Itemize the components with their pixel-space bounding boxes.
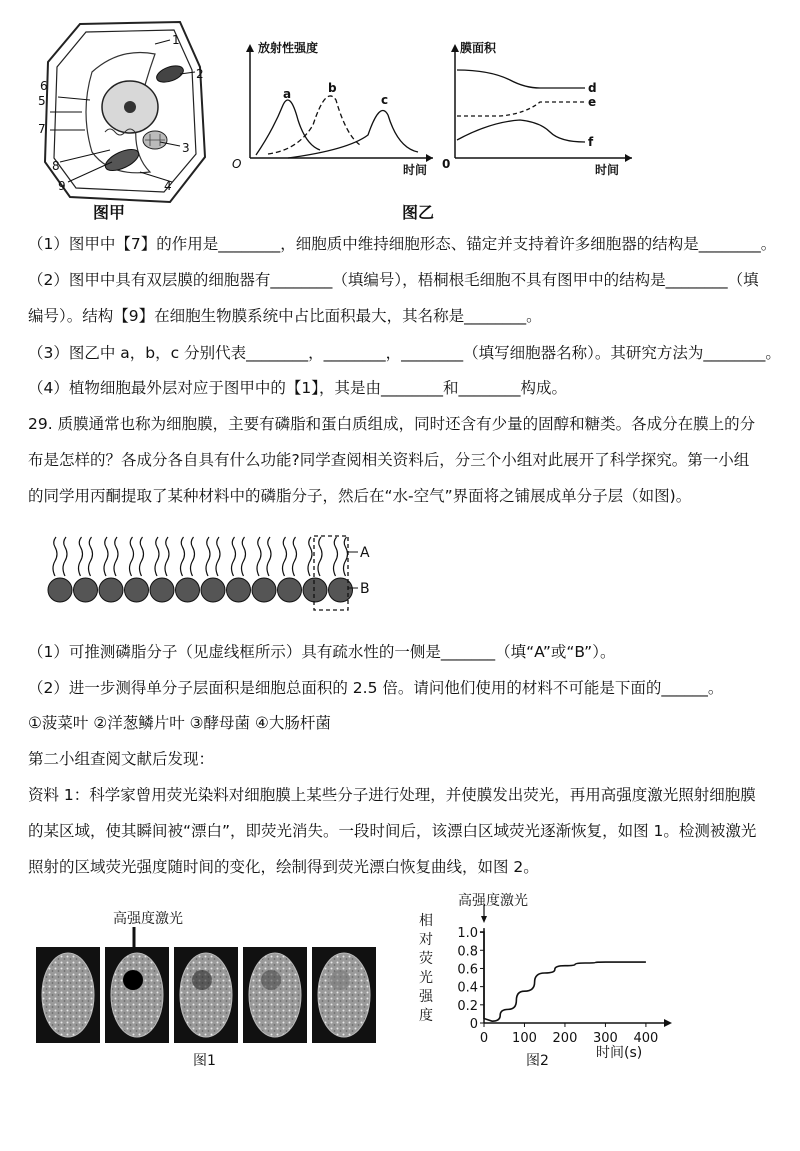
x-tick-label: 100	[512, 1031, 537, 1046]
frap-frame	[174, 947, 238, 1043]
label-7: 7	[38, 122, 46, 136]
y-tick-label: 0.8	[457, 944, 478, 960]
options-list: ①菠菜叶 ②洋葱鳞片叶 ③酵母菌 ④大肠杆菌	[28, 714, 331, 732]
phospholipid-molecule	[150, 537, 174, 602]
curve-label-f: f	[588, 135, 594, 149]
question-2-line-1: （2）图甲中具有双层膜的细胞器有________（填编号），梧桐根毛细胞不具有图甲中的结构是________（填	[28, 271, 759, 289]
frap-frame	[243, 947, 307, 1043]
phospholipid-molecule	[176, 537, 200, 602]
label-1: 1	[172, 33, 180, 47]
caption-yi: 图乙	[402, 203, 435, 222]
fig2-xlabel: 时间(s)	[596, 1045, 643, 1061]
question-2-line-2: 编号）。结构【9】在细胞生物膜系统中占比面积最大，其名称是________。	[28, 307, 542, 325]
yi-left-origin: O	[232, 157, 242, 171]
figure-yi-membrane-area	[440, 40, 640, 180]
y-tick-label: 1.0	[457, 926, 478, 942]
label-B: B	[360, 581, 370, 597]
phospholipid-molecule	[252, 537, 276, 602]
phospholipid-molecule	[99, 537, 123, 602]
yi-right-ylabel: 膜面积	[460, 41, 497, 55]
frap-frame	[36, 947, 100, 1043]
problem-29-line-2: 布是怎样的？各成分各自具有什么功能?同学查阅相关资料后，分三个小组对此展开了科学探究。第一小组	[28, 451, 750, 469]
phospholipid-molecule	[74, 537, 98, 602]
caption-jia: 图甲	[93, 203, 126, 222]
question-3: （3）图乙中 a，b，c 分别代表________，________，________（填写细胞器名称）。其研究方法为________。	[28, 344, 781, 362]
y-tick-label: 0.6	[457, 962, 478, 978]
phospholipid-molecule	[125, 537, 149, 602]
fig2-laser-annotation: 高强度激光	[458, 893, 528, 909]
curve-label-d: d	[588, 81, 597, 95]
group-2-intro: 第二小组查阅文献后发现：	[28, 750, 215, 768]
figure-jia-plant-cell	[30, 12, 230, 222]
label-9: 9	[58, 179, 66, 193]
frap-frame	[105, 947, 169, 1043]
problem-29-line-1: 29. 质膜通常也称为细胞膜，主要有磷脂和蛋白质组成，同时还含有少量的固醇和糖类。各成分在膜上的分	[28, 415, 756, 433]
material-1-line-3: 照射的区域荧光强度随时间的变化，绘制得到荧光漂白恢复曲线，如图 2。	[28, 858, 539, 876]
material-1-line-2: 的某区域，使其瞬间被“漂白”，即荧光消失。一段时间后，该漂白区域荧光逐渐恢复，如图 1。检测被激光	[28, 822, 757, 840]
yi-right-xlabel: 时间	[595, 163, 620, 177]
figure-yi-radioactivity	[228, 40, 438, 180]
caption-fig2: 图2	[526, 1053, 549, 1069]
label-8: 8	[52, 159, 60, 173]
x-tick-label: 200	[552, 1031, 578, 1046]
yi-left-xlabel: 时间	[403, 163, 428, 177]
x-tick-label: 0	[479, 1031, 489, 1046]
phospholipid-molecule	[278, 537, 302, 602]
figure-2-recovery-chart	[436, 905, 676, 1050]
phospholipid-molecule	[48, 537, 72, 602]
y-tick-label: 0	[469, 1017, 478, 1032]
phospholipid-molecule	[227, 537, 251, 602]
label-2: 2	[196, 67, 204, 81]
fig2-ylabel: 相对荧光强度	[419, 913, 433, 1024]
material-1-line-1: 资料 1：科学家曾用荧光染料对细胞膜上某些分子进行处理，并使膜发出荧光，再用高强度激光照射细胞膜	[28, 786, 756, 804]
problem-29-line-3: 的同学用丙酮提取了某种材料中的磷脂分子，然后在“水-空气”界面将之铺展成单分子层（如图)。	[28, 487, 692, 505]
sub-question-2: （2）进一步测得单分子层面积是细胞总面积的 2.5 倍。请问他们使用的材料不可能是下面的______。	[28, 679, 724, 697]
curve-label-b: b	[328, 81, 337, 95]
frap-frame	[312, 947, 376, 1043]
figure-1-frap-frames	[36, 925, 376, 1045]
caption-fig1: 图1	[193, 1053, 216, 1069]
label-5: 5	[38, 94, 46, 108]
label-4: 4	[164, 179, 172, 193]
label-3: 3	[182, 141, 190, 155]
phospholipid-molecule	[329, 537, 353, 602]
label-A: A	[360, 545, 370, 561]
question-4: （4）植物细胞最外层对应于图甲中的【1】，其是由________和________构成。	[28, 379, 567, 397]
y-tick-label: 0.2	[457, 998, 478, 1014]
x-tick-label: 400	[633, 1031, 659, 1046]
x-tick-label: 300	[593, 1031, 618, 1046]
question-1: （1）图甲中【7】的作用是________，细胞质中维持细胞形态、锚定并支持着许多细胞器的结构是________。	[28, 235, 777, 253]
label-6: 6	[40, 79, 48, 93]
figure-phospholipid-monolayer	[40, 530, 390, 620]
y-tick-label: 0.4	[457, 980, 478, 996]
fig1-laser-label: 高强度激光	[113, 911, 183, 927]
yi-right-origin: 0	[442, 157, 451, 171]
phospholipid-molecule	[201, 537, 225, 602]
curve-label-c: c	[381, 93, 389, 107]
series-line-recovery	[480, 932, 646, 1021]
phospholipid-molecule	[303, 537, 327, 602]
curve-label-a: a	[283, 87, 292, 101]
sub-question-1: （1）可推测磷脂分子（见虚线框所示）具有疏水性的一侧是_______（填“A”或“B”）。	[28, 643, 616, 661]
yi-left-ylabel: 放射性强度	[258, 41, 319, 55]
curve-label-e: e	[588, 95, 597, 109]
